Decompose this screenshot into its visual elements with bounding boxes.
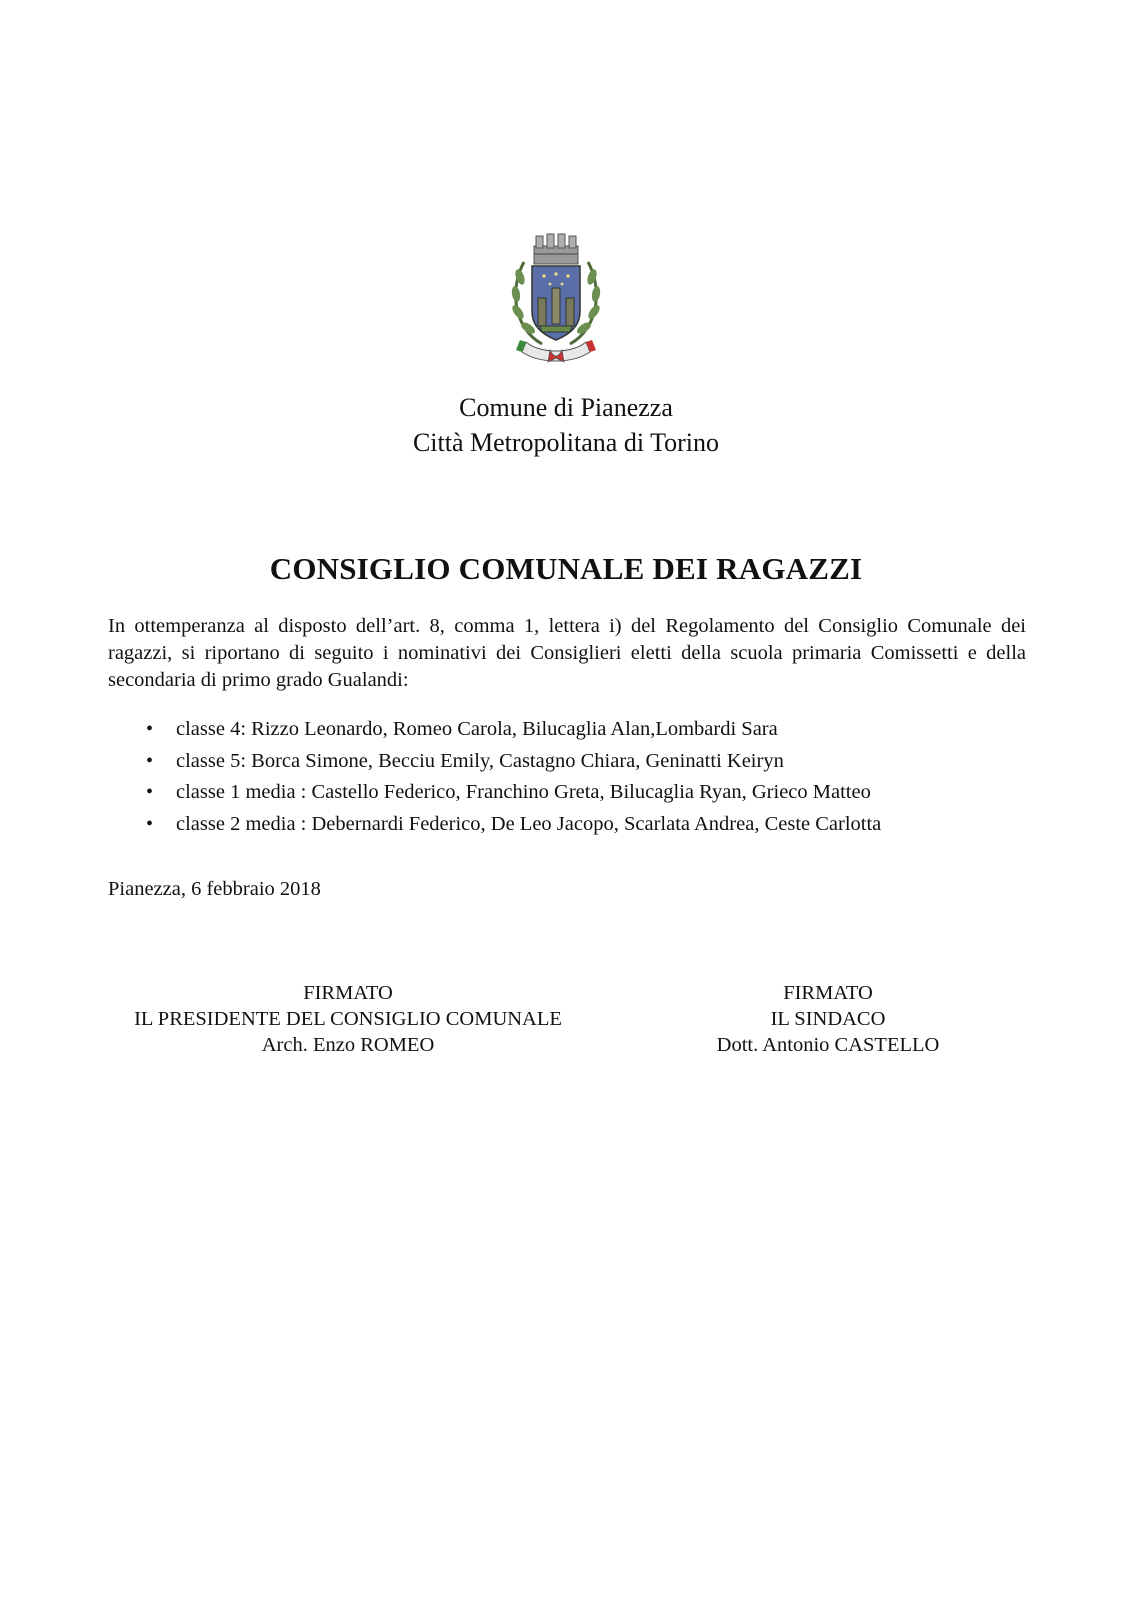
list-item [108, 746, 1026, 778]
signature-block-mayor [698, 980, 958, 1058]
municipal-coat-of-arms-icon [506, 232, 606, 366]
class-entry: classe 4: Rizzo Leonardo, Romeo Carola, Bilucaglia Alan,Lombardi Sara [176, 718, 778, 740]
intro-paragraph: In ottemperanza al disposto dell’art. 8, comma 1, lettera i) del Regolamento del Consiglio Comunale dei ragazzi, si riportano di seguito i nominativi dei Consiglieri eletti della scuola primaria Comissetti e della secondaria di primo grado Gualandi: [108, 615, 1026, 691]
bullet-icon: • [146, 781, 154, 803]
metropolitan-city-name: Città Metropolitana di Torino [412, 428, 720, 457]
document-header [0, 390, 1132, 460]
list-item [108, 777, 1026, 809]
list-item [108, 809, 1026, 841]
signature-name: Dott. Antonio CASTELLO [716, 1034, 940, 1056]
signature-role: IL SINDACO [770, 1008, 886, 1030]
bullet-icon: • [146, 812, 154, 835]
elected-councillors-list [108, 714, 1026, 840]
list-item [108, 714, 1026, 746]
class-entry: classe 2 media : Debernardi Federico, De Leo Jacopo, Scarlata Andrea, Ceste Carlotta [176, 812, 882, 835]
place-and-date: Pianezza, 6 febbraio 2018 [108, 878, 321, 900]
bullet-icon: • [146, 718, 154, 740]
signature-role: IL PRESIDENTE DEL CONSIGLIO COMUNALE [134, 1008, 562, 1030]
document-title: CONSIGLIO COMUNALE DEI RAGAZZI [269, 551, 863, 586]
class-entry: classe 5: Borca Simone, Becciu Emily, Castagno Chiara, Geninatti Keiryn [176, 749, 784, 772]
signature-block-president [108, 980, 588, 1058]
signature-status: FIRMATO [783, 982, 873, 1004]
class-entry: classe 1 media : Castello Federico, Franchino Greta, Bilucaglia Ryan, Grieco Matteo [176, 781, 871, 803]
municipality-name: Comune di Pianezza [459, 393, 673, 422]
signature-status: FIRMATO [303, 982, 393, 1004]
signature-name: Arch. Enzo ROMEO [261, 1034, 435, 1056]
bullet-icon: • [146, 749, 154, 772]
